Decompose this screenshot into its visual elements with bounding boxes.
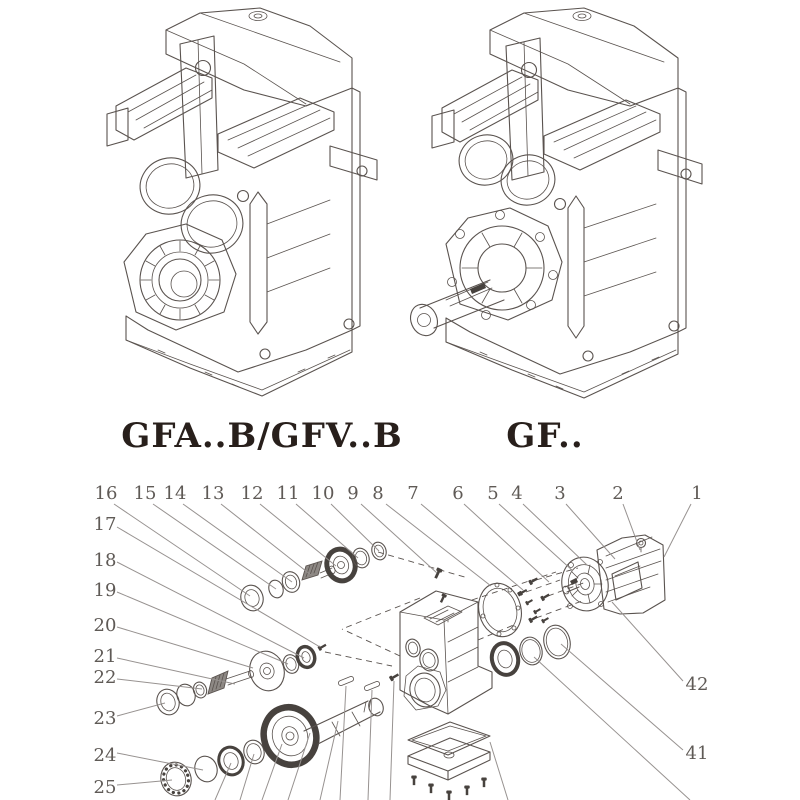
callout-leader-20 bbox=[117, 627, 253, 668]
output-shaft-assembly bbox=[156, 672, 399, 800]
part-callout-42: 42 bbox=[685, 674, 709, 695]
model-label-gfab-gfvb: GFA..B/GFV..B bbox=[121, 416, 403, 456]
model-label-gf: GF.. bbox=[506, 416, 584, 456]
callout-leader-15 bbox=[153, 504, 276, 589]
intermediate-shaft-assembly bbox=[154, 643, 328, 718]
part-callout-19: 19 bbox=[93, 580, 117, 601]
part-callout-16: 16 bbox=[94, 483, 118, 504]
part-callout-2: 2 bbox=[612, 483, 624, 504]
part-callout-41: 41 bbox=[685, 743, 709, 764]
part-callout-3: 3 bbox=[554, 483, 566, 504]
part-callout-20: 20 bbox=[93, 615, 117, 636]
callout-leader-11 bbox=[296, 504, 358, 558]
callout-leader-22 bbox=[117, 679, 202, 689]
gearbox-figure-gfab-gfvb bbox=[107, 8, 377, 396]
part-callout-24: 24 bbox=[93, 745, 117, 766]
part-callout-22: 22 bbox=[93, 667, 117, 688]
housing-gasket-ring bbox=[473, 579, 527, 642]
part-callout-21: 21 bbox=[93, 646, 117, 667]
gearbox-figure-gf bbox=[406, 8, 702, 398]
callout-leader-23 bbox=[117, 703, 165, 716]
part-callout-8: 8 bbox=[372, 483, 384, 504]
callout-leader-10 bbox=[331, 504, 379, 551]
part-callout-6: 6 bbox=[452, 483, 464, 504]
part-callout-18: 18 bbox=[93, 550, 117, 571]
callout-leader-17 bbox=[117, 527, 320, 647]
callout-leader-42 bbox=[612, 602, 683, 681]
part-callouts bbox=[94, 483, 709, 798]
motor-assembly bbox=[557, 535, 665, 615]
exploded-parts-diagram bbox=[94, 483, 709, 800]
callout-leader-18 bbox=[117, 562, 304, 658]
part-callout-5: 5 bbox=[487, 483, 499, 504]
callout-leader-2 bbox=[623, 504, 640, 550]
part-callout-25: 25 bbox=[93, 777, 117, 798]
part-callout-4: 4 bbox=[511, 483, 523, 504]
callout-leader-6 bbox=[464, 504, 549, 582]
callout-leader-24 bbox=[117, 753, 203, 770]
input-shaft-assembly bbox=[238, 540, 389, 613]
part-callout-15: 15 bbox=[133, 483, 157, 504]
part-callout-17: 17 bbox=[93, 514, 117, 535]
part-callout-14: 14 bbox=[163, 483, 187, 504]
part-callout-13: 13 bbox=[201, 483, 225, 504]
part-callout-23: 23 bbox=[93, 708, 117, 729]
part-callout-12: 12 bbox=[240, 483, 264, 504]
part-callout-10: 10 bbox=[311, 483, 335, 504]
callout-leader-3 bbox=[566, 504, 615, 559]
oil-pan bbox=[408, 738, 490, 800]
callout-leader-16 bbox=[114, 504, 250, 596]
part-callout-1: 1 bbox=[691, 483, 703, 504]
callout-leader-21 bbox=[117, 658, 235, 684]
callout-leader-1 bbox=[664, 504, 691, 557]
callout-leader-12 bbox=[260, 504, 336, 566]
callout-leader-13 bbox=[221, 504, 311, 575]
part-callout-7: 7 bbox=[407, 483, 419, 504]
part-callout-9: 9 bbox=[347, 483, 359, 504]
part-callout-11: 11 bbox=[276, 483, 300, 504]
callout-leader-5 bbox=[499, 504, 573, 571]
callout-leader-14 bbox=[183, 504, 292, 582]
cropped-leader-lines bbox=[215, 657, 690, 800]
